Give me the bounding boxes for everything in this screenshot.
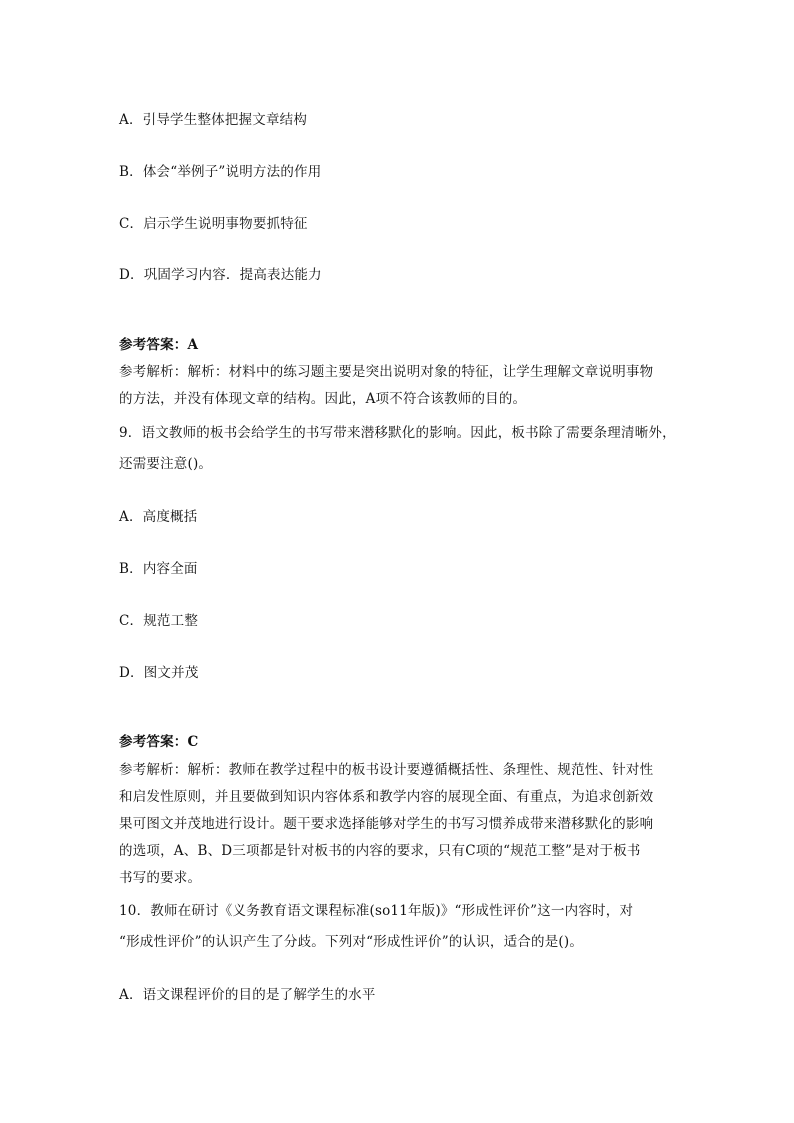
q9-question-line-2: 还需要注意()。: [119, 456, 213, 472]
q10-option-a: A．语文课程评价的目的是了解学生的水平: [119, 987, 376, 1003]
q9-option-a: A．高度概括: [119, 509, 198, 525]
q9-explanation-line-4: 的选项，A、B、D三项都是针对板书的内容的要求，只有C项的“规范工整”是对于板书: [119, 843, 641, 859]
q9-answer: 参考答案：C: [119, 734, 199, 750]
q10-question-line-1: 10．教师在研讨《义务教育语文课程标准(so11年版)》“形成性评价”这一内容时，对: [119, 903, 634, 919]
q9-explanation-line-3: 果可图文并茂地进行设计。题干要求选择能够对学生的书写习惯养成带来潜移默化的影响: [119, 816, 654, 832]
q9-option-d: D．图文并茂: [119, 665, 199, 681]
q10-question-line-2: “形成性评价”的认识产生了分歧。下列对“形成性评价”的认识，适合的是()。: [119, 934, 584, 950]
q9-question-line-1: 9．语文教师的板书会给学生的书写带来潜移默化的影响。因此，板书除了需要条理清晰外，: [119, 425, 676, 441]
q9-explanation-line-1: 参考解析：解析：教师在教学过程中的板书设计要遵循概括性、条理性、规范性、针对性: [119, 762, 654, 778]
q8-option-b: B．体会“举例子”说明方法的作用: [119, 164, 322, 180]
q8-explanation-line-2: 的方法，并没有体现文章的结构。因此，A项不符合该教师的目的。: [119, 391, 527, 407]
q8-option-d: D．巩固学习内容．提高表达能力: [119, 267, 322, 283]
q9-explanation-line-5: 书写的要求。: [119, 870, 202, 886]
q8-explanation-line-1: 参考解析：解析：材料中的练习题主要是突出说明对象的特征，让学生理解文章说明事物: [119, 364, 654, 380]
q8-option-c: C．启示学生说明事物要抓特征: [119, 216, 308, 232]
q8-answer: 参考答案：A: [119, 337, 199, 353]
q9-option-c: C．规范工整: [119, 613, 199, 629]
q9-option-b: B．内容全面: [119, 561, 198, 577]
q8-option-a: A．引导学生整体把握文章结构: [119, 112, 308, 128]
q9-explanation-line-2: 和启发性原则，并且要做到知识内容体系和教学内容的展现全面、有重点，为追求创新效: [119, 789, 654, 805]
